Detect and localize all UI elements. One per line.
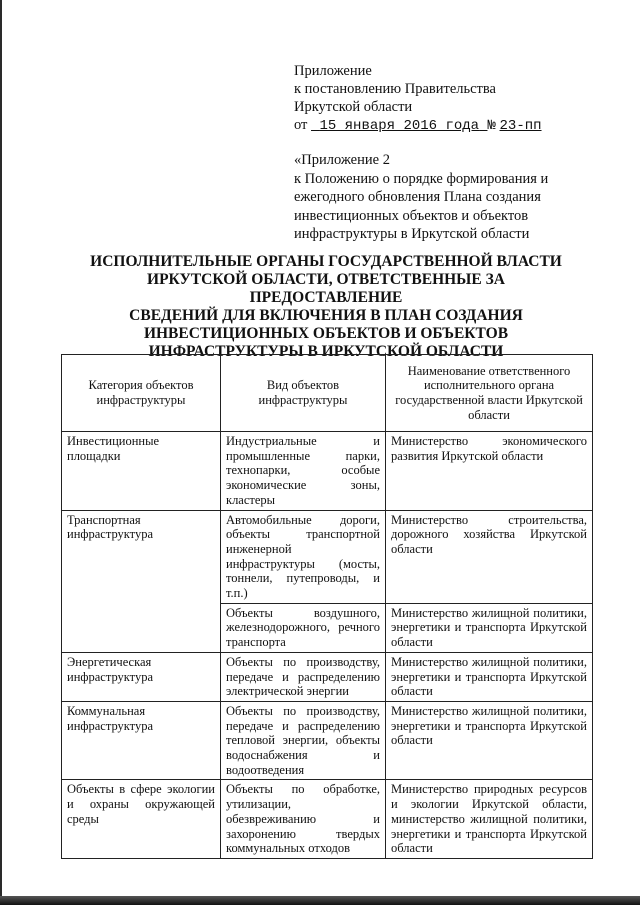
date-value: 15 января 2016 года <box>319 118 480 134</box>
number-value: 23-пп <box>499 118 542 134</box>
appendix2-line: ежегодного обновления Плана создания <box>294 189 541 205</box>
appendix-line: Приложение <box>294 63 372 79</box>
cell-kind: Объекты воздушного, железнодорожного, речного транспорта <box>221 603 386 652</box>
header-kind: Вид объектов инфраструктуры <box>221 355 386 432</box>
cell-kind: Объекты по производству, передаче и распределению электрической энергии <box>221 652 386 701</box>
appendix2-block <box>294 151 594 244</box>
date-line <box>294 116 594 135</box>
title-line: СВЕДЕНИЙ ДЛЯ ВКЛЮЧЕНИЯ В ПЛАН СОЗДАНИЯ <box>129 307 523 324</box>
title-line: ИНФРАСТРУКТУРЫ В ИРКУТСКОЙ ОБЛАСТИ <box>148 343 504 360</box>
appendix2-line: инфраструктуры в Иркутской области <box>294 226 530 242</box>
number-sign: № <box>487 118 496 134</box>
cell-kind: Объекты по производству, передаче и распределению тепловой энергии, объекты водоснабжения и водоотведения <box>221 701 386 780</box>
cell-kind: Автомобильные дороги, объекты транспортной инженерной инфраструктуры (мосты, тоннели, путепроводы, и т.п.) <box>221 510 386 603</box>
cell-kind: Индустриальные и промышленные парки, технопарки, особые экономические зоны, кластеры <box>221 432 386 511</box>
appendix-line: Иркутской области <box>294 99 413 115</box>
appendix2-line: «Приложение 2 <box>294 152 390 168</box>
appendix2-line: к Положению о порядке формирования и <box>294 170 549 187</box>
table-header-row <box>62 355 593 432</box>
cell-category: Энергетическая инфраструктура <box>62 652 221 701</box>
cell-authority: Министерство жилищной политики, энергетики и транспорта Иркутской области <box>386 603 593 652</box>
table-row <box>62 780 593 859</box>
table-row <box>62 432 593 511</box>
appendix-block <box>294 62 594 135</box>
appendix-line: к постановлению Правительства <box>294 81 496 97</box>
table-row <box>62 701 593 780</box>
cell-category: Инвестиционные площадки <box>62 432 221 511</box>
scan-edge-bottom <box>0 896 640 905</box>
header-category: Категория объектов инфраструктуры <box>62 355 221 432</box>
cell-authority: Министерство строительства, дорожного хозяйства Иркутской области <box>386 510 593 603</box>
cell-kind: Объекты по обработке, утилизации, обезвреживанию и захоронению твердых коммунальных отходов <box>221 780 386 859</box>
title-line: ИНВЕСТИЦИОННЫХ ОБЪЕКТОВ И ОБЪЕКТОВ <box>143 325 509 342</box>
cell-category: Коммунальная инфраструктура <box>62 701 221 780</box>
appendix2-line: инвестиционных объектов и объектов <box>294 207 529 224</box>
table-row <box>62 510 593 603</box>
cell-category: Объекты в сфере экологии и охраны окружающей среды <box>62 780 221 859</box>
cell-authority: Министерство природных ресурсов и экологии Иркутской области, министерство жилищной политики, энергетики и транспорта Иркутской области <box>386 780 593 859</box>
title-line: ИРКУТСКОЙ ОБЛАСТИ, ОТВЕТСТВЕННЫЕ ЗА ПРЕДОСТАВЛЕНИЕ <box>147 271 505 306</box>
cell-authority: Министерство экономического развития Иркутской области <box>386 432 593 511</box>
authorities-table <box>61 354 593 859</box>
cell-authority: Министерство жилищной политики, энергетики и транспорта Иркутской области <box>386 701 593 780</box>
header-authority: Наименование ответственного исполнительного органа государственной власти Иркутской области <box>386 355 593 432</box>
cell-category: Транспортная инфраструктура <box>62 510 221 652</box>
date-prefix: от <box>294 117 308 133</box>
scan-edge-left <box>0 0 2 905</box>
table-row <box>62 652 593 701</box>
document-title <box>88 253 564 361</box>
title-line: ИСПОЛНИТЕЛЬНЫЕ ОРГАНЫ ГОСУДАРСТВЕННОЙ ВЛАСТИ <box>90 253 562 270</box>
cell-authority: Министерство жилищной политики, энергетики и транспорта Иркутской области <box>386 652 593 701</box>
